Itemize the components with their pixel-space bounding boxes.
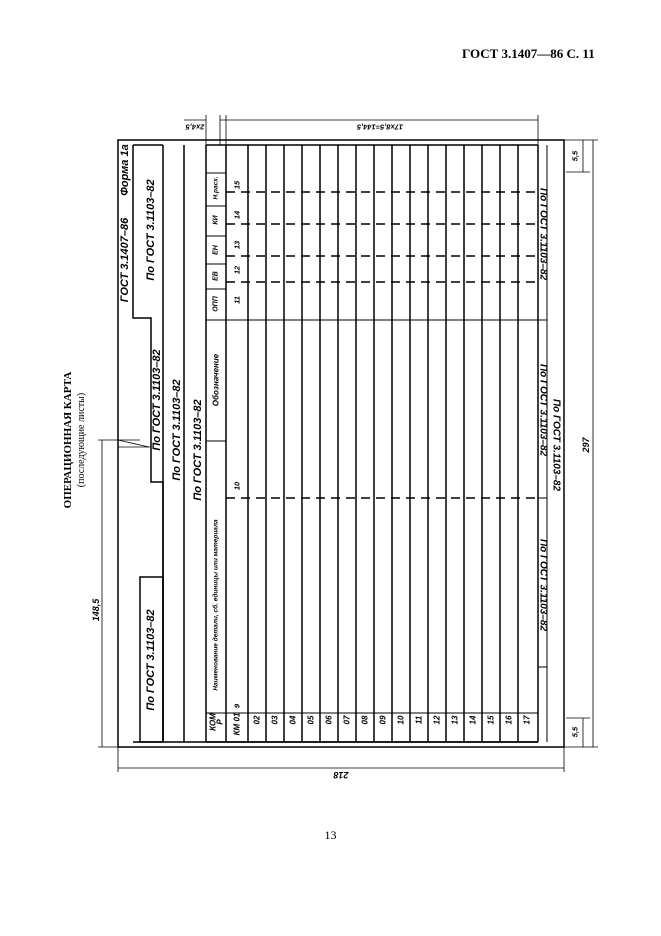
- row-label: 06: [324, 715, 334, 725]
- col-number: 10: [232, 481, 242, 491]
- col-number: 12: [232, 265, 242, 275]
- row-label: 03: [270, 715, 280, 725]
- form-outline: [118, 140, 564, 747]
- dim-55-bot: 5,5: [570, 726, 580, 738]
- po-gost-right3: По ГОСТ 3.1103–82: [537, 538, 549, 632]
- po-gost-left: По ГОСТ 3.1103–82: [145, 609, 157, 711]
- hdr-nrash: Н.расх.: [212, 176, 220, 200]
- row-label: 16: [504, 715, 514, 725]
- dim-55-top: 5,5: [570, 150, 580, 162]
- row-label: 13: [450, 715, 460, 725]
- form-title-main: ОПЕРАЦИОННАЯ КАРТА: [62, 371, 74, 509]
- page-header: ГОСТ 3.1407—86 С. 11: [462, 46, 595, 61]
- po-gost-b: По ГОСТ 3.1103–82: [171, 379, 183, 481]
- dim-top-right: 17х8,5=144,5: [356, 122, 404, 132]
- po-gost-right4: По ГОСТ 3.1103–82: [550, 398, 562, 492]
- col-number: 15: [232, 180, 242, 190]
- row-label: 02: [252, 715, 262, 725]
- dim-218: 218: [333, 770, 349, 780]
- form-title-sub: (последующие листы): [76, 392, 87, 488]
- row-label: 09: [378, 715, 388, 725]
- hdr-ki: КИ: [212, 215, 220, 225]
- forma-label: Форма 1а: [119, 144, 131, 196]
- row-label: 04: [288, 715, 298, 725]
- row-label: 17: [522, 715, 532, 725]
- row-label: 14: [468, 715, 478, 725]
- po-gost-right1: По ГОСТ 3.1103–82: [537, 187, 549, 281]
- hdr-en: ЕН: [212, 245, 220, 255]
- dim-top-left: 2х4,5: [185, 122, 205, 132]
- page-number: 13: [324, 828, 337, 842]
- hdr-obozn: Обозначение: [211, 353, 221, 407]
- row-label: 08: [360, 715, 370, 725]
- grid-row-lines: [226, 145, 518, 742]
- col-number: 9: [232, 703, 242, 709]
- row-label: 10: [396, 715, 406, 725]
- row-label: 11: [414, 715, 424, 725]
- po-gost-right2: По ГОСТ 3.1103–82: [537, 363, 549, 457]
- dim-148: 148,5: [91, 598, 101, 622]
- row-label: 05: [306, 715, 316, 725]
- hdr-ev: ЕВ: [212, 271, 220, 281]
- row-label: 15: [486, 715, 496, 725]
- grid-horizontal-lines: [206, 173, 538, 713]
- hdr-naim: Наименование детали, сб. единицы или материала: [212, 519, 220, 691]
- row-label: 07: [342, 715, 352, 725]
- hdr-kom: КОМ: [208, 713, 218, 731]
- col-number: 13: [232, 240, 242, 250]
- po-gost-top: По ГОСТ 3.1103–82: [145, 179, 157, 281]
- po-gost-mid: По ГОСТ 3.1103–82: [151, 349, 163, 451]
- col-number: 11: [232, 296, 242, 304]
- hdr-opp: ОПП: [212, 296, 220, 312]
- row-label: КМ 01: [232, 712, 242, 736]
- gost-label: ГОСТ 3.1407–86: [119, 217, 131, 303]
- col-number: 14: [232, 210, 242, 220]
- dim-297: 297: [581, 437, 591, 453]
- row-label: 12: [432, 715, 442, 725]
- po-gost-c: По ГОСТ 3.1103–82: [192, 399, 204, 501]
- hdr-p: Р: [215, 719, 225, 725]
